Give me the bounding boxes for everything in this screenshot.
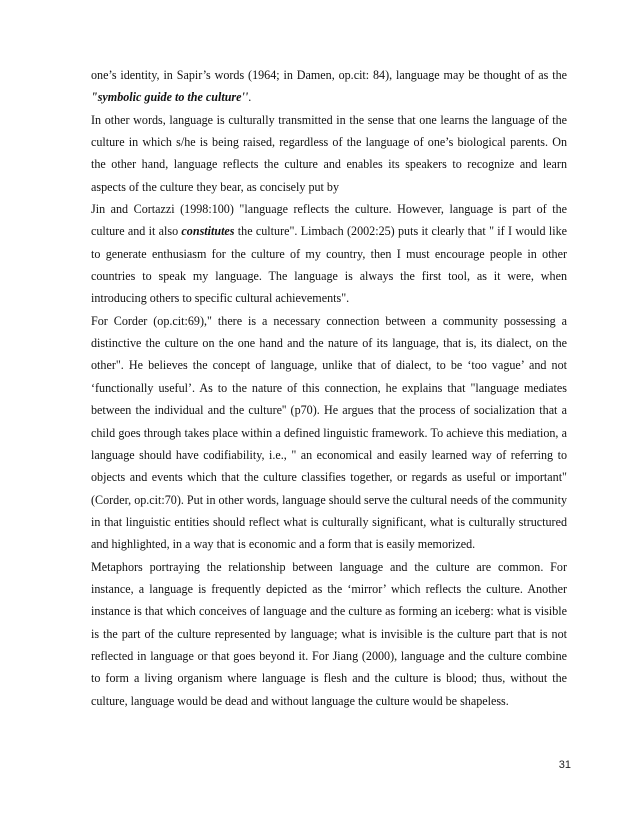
paragraph-3 <box>91 198 567 310</box>
page-number: 31 <box>558 759 571 771</box>
emphasis-symbolic-guide: "symbolic guide to the culture'' <box>91 90 249 105</box>
paragraph-4-text: For Corder (op.cit:69)," there is a necessary connection between a community possessing a distinctive the culture on the one hand and the nature of its language, that is, its dialect, on the other". He believes the concept of language, unlike that of dialect, to be ‘too vague’ and not ‘functionally useful’. As to the nature of this connection, he explains that "language mediates between the individual and the culture'' (p70). He argues that the process of socialization that a child goes through takes place within a defined linguistic framework. To achieve this mediation, a language should have codifiability, i.e., " an economical and easily learned way of referring to objects and events which that the culture classifies together, or regards as useful or important" (Corder, op.cit:70). Put in other words, language should serve the cultural needs of the community in that linguistic entities should reflect what is culturally significant, what is culturally structured and highlighted, in a way that is economic and a form that is easily memorized. <box>91 313 567 552</box>
paragraph-4 <box>91 310 567 556</box>
paragraph-1 <box>91 64 567 109</box>
paragraph-3-text-2: the culture". Limbach (2002:25) puts it clearly that " if I would like to generate enthusiasm for the culture of my country, then I must encourage people in other countries to speak my language. The language is always the first tool, as it were, when introducing others to specific cultural achievements". <box>91 224 567 306</box>
paragraph-3-text-1: Jin and Cortazzi (1998:100) "language reflects the culture. However, language is part of the culture and it also <box>91 202 567 239</box>
paragraph-1-text-1: one’s identity, in Sapir’s words (1964; in Damen, op.cit: 84), language may be thought of as the <box>91 68 567 82</box>
paragraph-5-text: Metaphors portraying the relationship between language and the culture are common. For instance, a language is frequently depicted as the ‘mirror’ which reflects the culture. Another instance is that which conceives of language and the culture as forming an iceberg: what is visible is the part of the culture represented by language; what is invisible is the culture part that is not reflected in language or that goes beyond it. For Jiang (2000), language and the culture combine to form a living organism where language is flesh and the culture is blood; thus, without the culture, language would be dead and without language the culture would be shapeless. <box>91 559 567 708</box>
paragraph-5 <box>91 556 567 712</box>
body-text <box>91 64 567 712</box>
paragraph-1-text-2: . <box>248 90 252 105</box>
paragraph-2-text: In other words, language is culturally transmitted in the sense that one learns the language of the culture in which s/he is being raised, regardless of the language of one’s biological parents. On the other hand, language reflects the culture and enables its speakers to recognize and learn aspects of the culture they bear, as concisely put by <box>91 112 567 194</box>
paragraph-2 <box>91 109 567 198</box>
emphasis-constitutes: constitutes <box>181 224 235 239</box>
